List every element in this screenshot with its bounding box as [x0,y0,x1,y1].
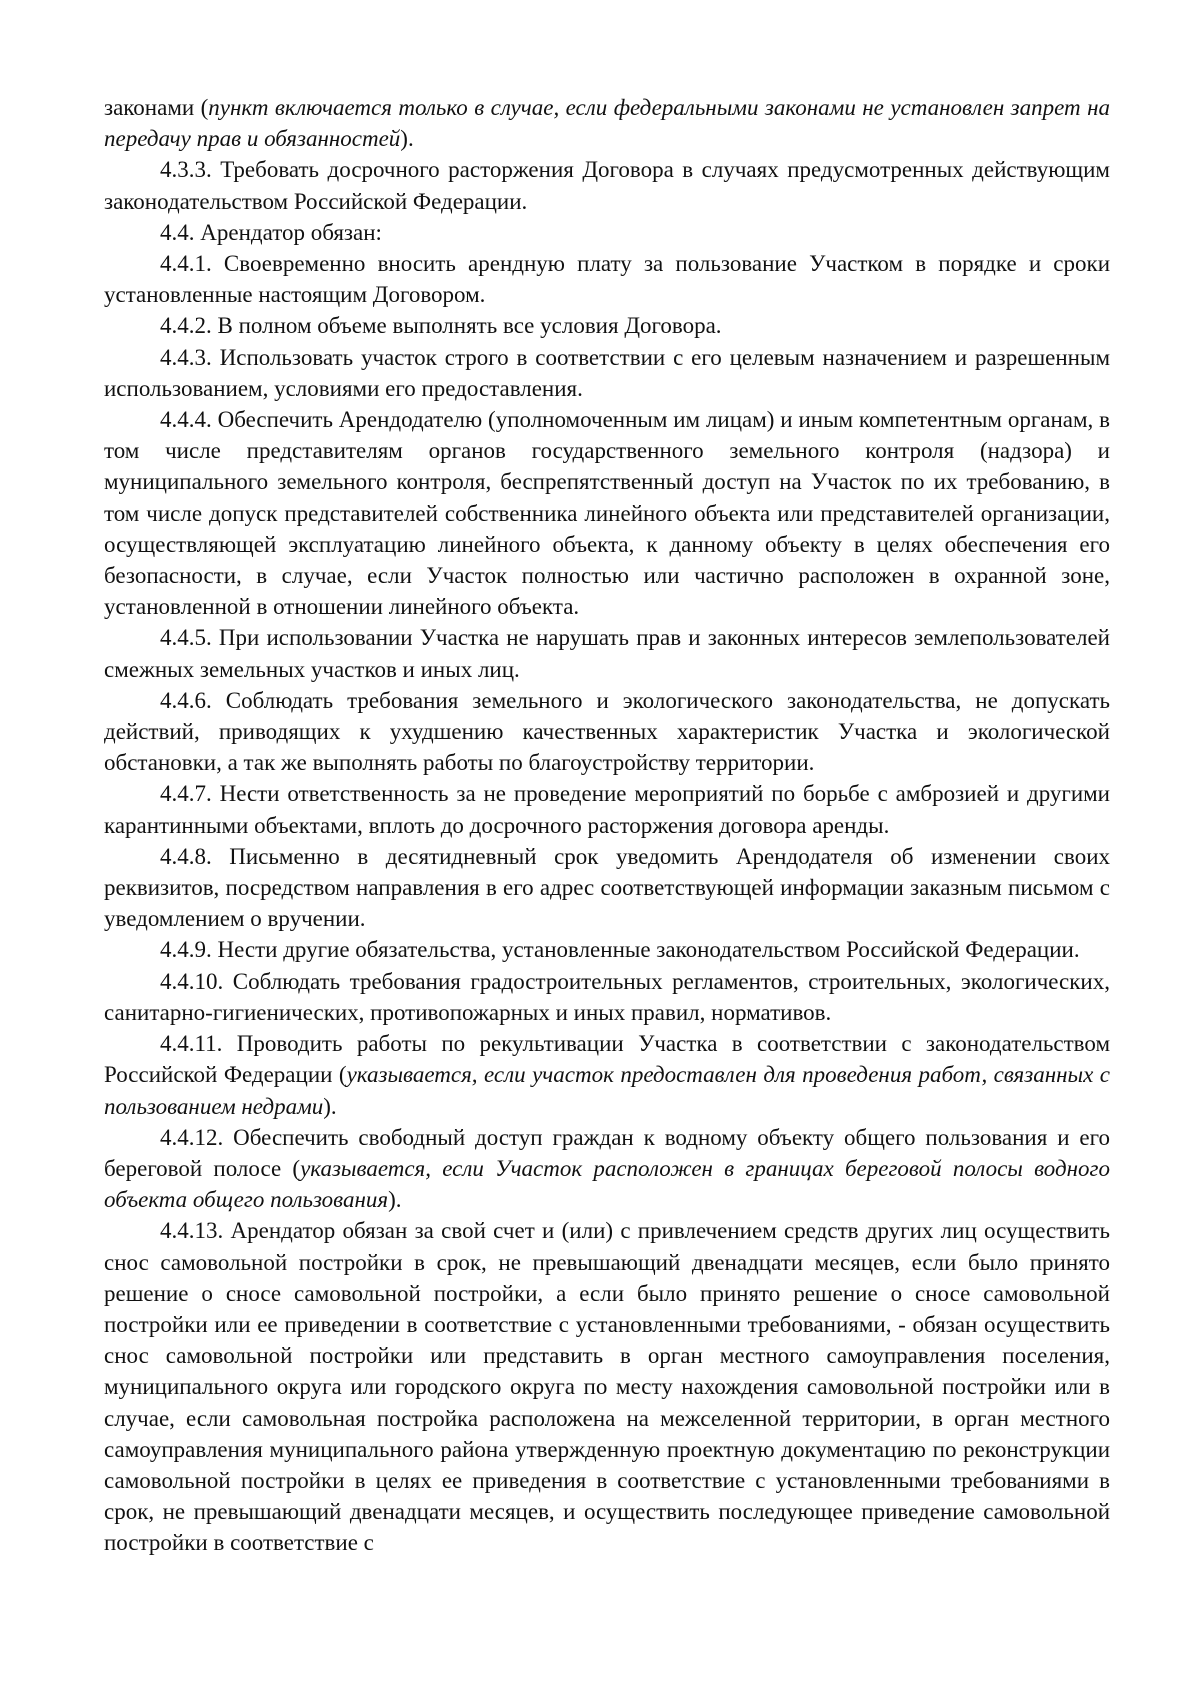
paragraph-text: законами ( [104,95,209,120]
paragraph-text: ). [388,1187,402,1213]
paragraph-text: 4.4.6. Соблюдать требования земельного и экологического законодательства, не допускать действий, приводящих к ухудшению качественных характеристик Участка и экологической обстановки, а так же выполнять работы по благоустройству территории. [104,687,1110,776]
paragraph-text: 4.4.9. Нести другие обязательства, установленные законодательством Российской Федерации. [160,937,1080,963]
paragraph-p-4-4-13 [104,1215,1110,1558]
paragraph-text: 4.4. Арендатор обязан: [160,219,382,245]
paragraph-text: 4.4.8. Письменно в десятидневный срок уведомить Арендодателя об изменении своих реквизитов, посредством направления в его адрес соответствующей информации заказным письмом с уведомлением о вручении. [104,843,1110,932]
paragraph-p-4-3-3 [104,154,1110,216]
paragraph-p-4-4-10 [104,966,1110,1028]
paragraph-p-4-4-11 [104,1028,1110,1122]
paragraph-p-4-4-7 [104,778,1110,840]
paragraph-text: 4.4.5. При использовании Участка не нарушать прав и законных интересов землепользователей смежных земельных участков и иных лиц. [104,625,1110,682]
italic-note-text: указывается, если Участок расположен в границах береговой полосы водного объекта общего пользования [104,1155,1110,1213]
paragraph-p-4-4-8 [104,841,1110,935]
paragraph-p-4-4 [104,217,1110,248]
paragraph-p-cont [104,92,1110,154]
paragraph-text: 4.4.3. Использовать участок строго в соответствии с его целевым назначением и разрешенным использованием, условиями его предоставления. [104,344,1110,401]
paragraph-text: 4.4.1. Своевременно вносить арендную плату за пользование Участком в порядке и сроки установленные настоящим Договором. [104,251,1110,308]
italic-note-text: указывается, если участок предоставлен для проведения работ, связанных с пользованием недрами [104,1062,1110,1119]
paragraph-text: 4.4.7. Нести ответственность за не проведение мероприятий по борьбе с амброзией и другими карантинными объектами, вплоть до досрочного расторжения договора аренды. [104,781,1110,838]
paragraph-p-4-4-1 [104,248,1110,310]
paragraph-text: ). [323,1093,337,1119]
paragraph-text: 4.4.13. Арендатор обязан за свой счет и (или) с привлечением средств других лиц осуществить снос самовольной постройки в срок, не превышающий двенадцати месяцев, если было принято решение о сносе самовольной постройки, а если было принято решение о сносе самовольной постройки или ее приведении в соответствие с установленными требованиями, - обязан осуществить снос самовольной постройки или представить в орган местного самоуправления поселения, муниципального округа или городского округа по месту нахождения самовольной постройки или в случае, если самовольная постройка расположена на межселенной территории, в орган местного самоуправления муниципального района утвержденную проектную документацию по реконструкции самовольной постройки в целях ее приведения в соответствие с установленными требованиями в срок, не превышающий двенадцати месяцев, и осуществить последующее приведение самовольной постройки в соответствие с [104,1218,1110,1556]
paragraph-text: ). [400,126,414,152]
paragraph-text: 4.4.11. Проводить работы по рекультивации Участка в соответствии с законодательством Российской Федерации ( [104,1031,1110,1088]
document-body [104,92,1110,1559]
paragraph-text: 4.4.4. Обеспечить Арендодателю (уполномоченным им лицам) и иным компетентным органам, в том числе представителям органов государственного земельного контроля (надзора) и муниципального земельного контроля, беспрепятственный доступ на Участок по их требованию, в том числе допуск представителей собственника линейного объекта или представителей организации, осуществляющей эксплуатацию линейного объекта, к данному объекту в целях обеспечения его безопасности, в случае, если Участок полностью или частично расположен в охранной зоне, установленной в отношении линейного объекта. [104,407,1110,620]
italic-note-text: пункт включается только в случае, если федеральными законами не установлен запрет на передачу прав и обязанностей [104,95,1111,152]
paragraph-p-4-4-9 [104,934,1110,965]
paragraph-p-4-4-4 [104,404,1110,622]
paragraph-p-4-4-5 [104,622,1110,684]
paragraph-p-4-4-6 [104,685,1110,779]
paragraph-p-4-4-2 [104,310,1110,341]
paragraph-text: 4.4.10. Соблюдать требования градостроительных регламентов, строительных, экологических, санитарно-гигиенических, противопожарных и иных правил, нормативов. [104,968,1110,1025]
paragraph-text: 4.4.12. Обеспечить свободный доступ граждан к водному объекту общего пользования и его береговой полосе ( [104,1124,1110,1181]
paragraph-text: 4.3.3. Требовать досрочного расторжения Договора в случаях предусмотренных действующим законодательством Российской Федерации. [104,157,1110,214]
paragraph-p-4-4-12 [104,1122,1110,1216]
paragraph-p-4-4-3 [104,342,1110,404]
paragraph-text: 4.4.2. В полном объеме выполнять все условия Договора. [160,313,722,339]
